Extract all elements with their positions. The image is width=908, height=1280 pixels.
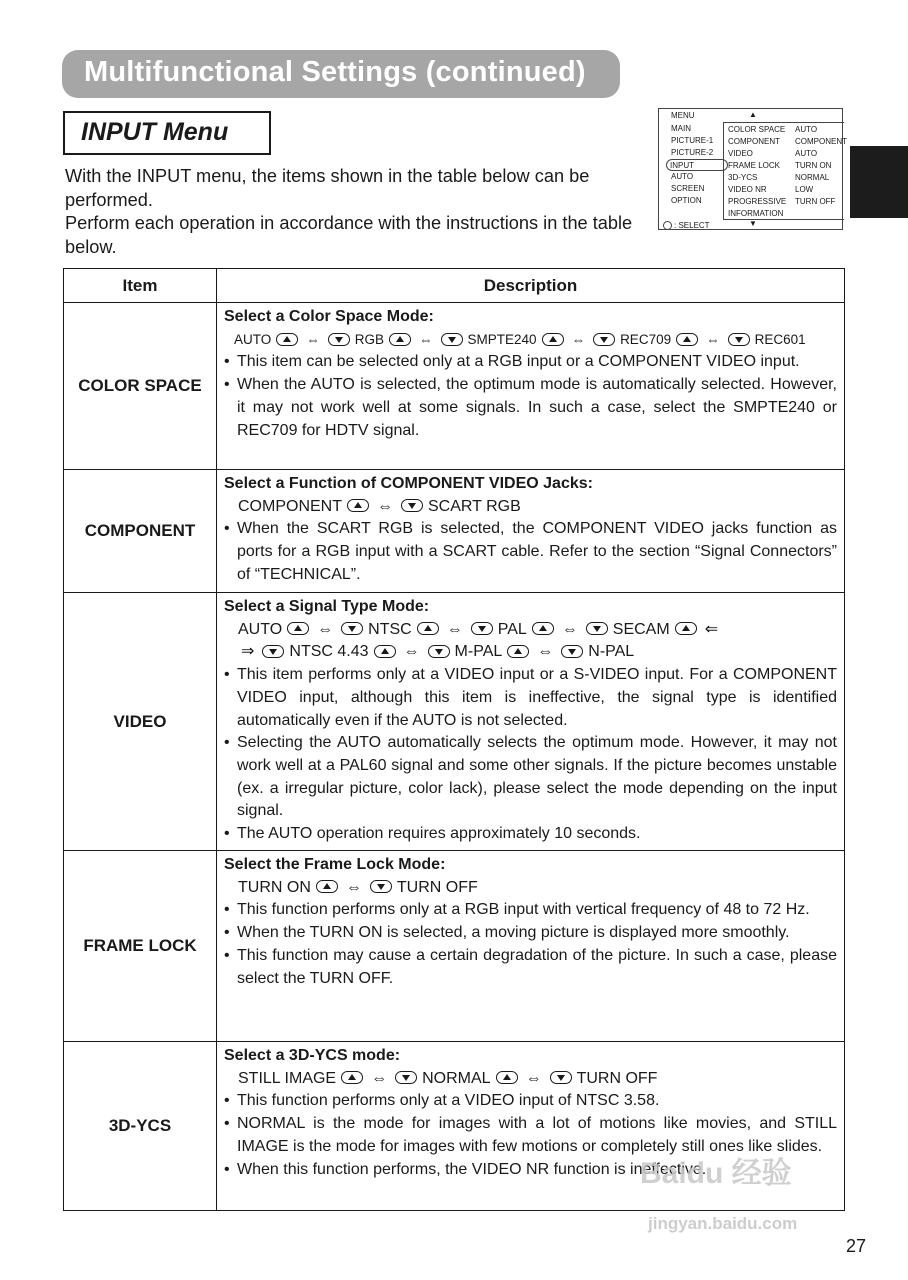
up-button-icon <box>374 645 396 658</box>
osd-submenu-panel <box>723 122 847 220</box>
option-sequence <box>224 1068 837 1091</box>
bullet-note: • Selecting the AUTO automatically selects the optimum mode. However, it may not work well at a PAL60 signal and some other signals. If the picture becomes unstable (ex. a irregular picture, color lack), please select the mode depending on the input signal. <box>224 732 837 823</box>
swap-arrow-icon: ⇔ <box>446 620 463 638</box>
osd-submenu-items <box>728 124 786 220</box>
swap-arrow-icon: ⇔ <box>571 331 586 347</box>
up-button-icon <box>496 1071 518 1084</box>
down-button-icon <box>550 1071 572 1084</box>
option-label: PAL <box>497 620 527 638</box>
row-item-label: FRAME LOCK <box>64 851 217 1042</box>
option-label: TURN OFF <box>576 1069 658 1087</box>
osd-submenu-values <box>795 124 847 208</box>
option-sequence <box>224 641 837 664</box>
bullet-note: • When the SCART RGB is selected, the COMPONENT VIDEO jacks function as ports for a RGB input with a SCART cable. Refer to the section “Signal Connectors” of “TECHNICAL”. <box>224 518 837 586</box>
osd-menu-item: MAIN <box>671 124 691 133</box>
intro-text <box>65 165 645 259</box>
option-label: NORMAL <box>422 1069 491 1087</box>
swap-arrow-icon: ⇔ <box>706 331 720 347</box>
option-sequence <box>224 877 837 900</box>
option-label: N-PAL <box>588 643 635 661</box>
option-label: TURN OFF <box>396 878 478 896</box>
option-label: AUTO <box>234 331 272 347</box>
option-label: AUTO <box>238 620 283 638</box>
bullet-note: • NORMAL is the mode for images with a lot of motions like movies, and STILL IMAGE is the mode for images with few motions or completely still ones like slides. <box>224 1113 837 1158</box>
swap-arrow-icon: ⇔ <box>377 497 393 515</box>
down-button-icon <box>395 1071 417 1084</box>
osd-down-arrow-icon: ▼ <box>749 219 757 228</box>
row-description <box>217 470 845 593</box>
row-item-label: COMPONENT <box>64 470 217 593</box>
osd-submenu-item: 3D-YCS <box>728 173 758 182</box>
down-button-icon <box>401 499 423 512</box>
up-button-icon <box>287 622 309 635</box>
row-description <box>217 851 845 1042</box>
up-button-icon <box>276 333 298 346</box>
option-label: TURN ON <box>238 878 311 896</box>
bullet-note: • The AUTO operation requires approximately 10 seconds. <box>224 823 837 846</box>
osd-submenu-value: LOW <box>795 185 814 194</box>
bullet-note: • This item performs only at a VIDEO input or a S-VIDEO input. For a COMPONENT VIDEO input, although this item is ineffective, the signal type is identified automatically even if the AUTO is not selected. <box>224 664 837 732</box>
swap-arrow-icon: ⇔ <box>306 331 320 347</box>
option-sequence <box>224 619 837 642</box>
swap-arrow-icon: ⇔ <box>371 1069 388 1087</box>
row-description-title: Select a Signal Type Mode: <box>224 598 430 615</box>
row-description <box>217 593 845 851</box>
down-button-icon <box>561 645 583 658</box>
osd-select-label: : SELECT <box>674 221 710 230</box>
row-item-label: VIDEO <box>64 593 217 851</box>
osd-submenu-value: COMPONENT <box>795 137 847 146</box>
option-label: M-PAL <box>454 643 503 661</box>
option-sequence <box>224 496 837 519</box>
up-button-icon <box>676 333 698 346</box>
table-row <box>64 593 845 851</box>
osd-select-hint <box>663 220 710 232</box>
right-arrow-icon: ⇒ <box>241 643 255 661</box>
row-description <box>217 303 845 470</box>
select-button-icon <box>663 221 672 230</box>
option-label: SMPTE240 <box>467 331 537 347</box>
section-title: INPUT Menu <box>81 118 229 146</box>
osd-up-arrow-icon: ▲ <box>749 110 757 119</box>
osd-menu-item: PICTURE-1 <box>671 136 714 145</box>
osd-main-menu-list <box>671 123 728 207</box>
column-header-item: Item <box>64 269 217 303</box>
up-button-icon <box>532 622 554 635</box>
page-number: 27 <box>846 1236 867 1256</box>
option-label: REC709 <box>620 331 672 347</box>
swap-arrow-icon: ⇔ <box>345 878 362 896</box>
up-button-icon <box>347 499 369 512</box>
up-button-icon <box>417 622 439 635</box>
osd-menu-item-selected: INPUT <box>666 159 728 171</box>
option-label: STILL IMAGE <box>238 1069 337 1087</box>
down-button-icon <box>262 645 284 658</box>
option-label: NTSC <box>368 620 412 638</box>
up-button-icon <box>507 645 529 658</box>
up-button-icon <box>542 333 564 346</box>
osd-menu-item: OPTION <box>671 196 702 205</box>
section-title-box <box>63 111 271 155</box>
swap-arrow-icon: ⇔ <box>561 620 578 638</box>
up-button-icon <box>316 880 338 893</box>
option-label: COMPONENT <box>238 497 342 515</box>
chapter-tab <box>850 146 908 218</box>
row-description-title: Select a 3D-YCS mode: <box>224 1047 401 1064</box>
osd-menu-item: AUTO <box>671 172 694 181</box>
osd-submenu-value: AUTO <box>795 149 818 158</box>
up-button-icon <box>675 622 697 635</box>
watermark-logo: Baidu 经验 <box>640 1157 792 1190</box>
down-button-icon <box>593 333 615 346</box>
bullet-note: • This item can be selected only at a RGB input or a COMPONENT VIDEO input. <box>224 351 837 374</box>
osd-submenu-item: INFORMATION <box>728 209 784 218</box>
down-button-icon <box>441 333 463 346</box>
page-title-banner <box>62 50 620 98</box>
osd-menu-illustration <box>658 108 847 230</box>
row-item-label: 3D-YCS <box>64 1042 217 1211</box>
bullet-note: • When this function performs, the VIDEO NR function is ineffective. <box>224 1159 837 1182</box>
down-button-icon <box>586 622 608 635</box>
row-description-title: Select a Color Space Mode: <box>224 308 434 325</box>
up-button-icon <box>389 333 411 346</box>
bullet-note: • This function performs only at a VIDEO input of NTSC 3.58. <box>224 1090 837 1113</box>
watermark-url: jingyan.baidu.com <box>648 1214 798 1233</box>
osd-submenu-value: AUTO <box>795 125 818 134</box>
down-button-icon <box>370 880 392 893</box>
table-row <box>64 303 845 470</box>
osd-submenu-item: PROGRESSIVE <box>728 197 787 206</box>
down-button-icon <box>341 622 363 635</box>
table-row <box>64 470 845 593</box>
swap-arrow-icon: ⇔ <box>419 331 433 347</box>
option-label: SCART RGB <box>428 497 521 515</box>
osd-submenu-value: TURN OFF <box>795 197 836 206</box>
down-button-icon <box>428 645 450 658</box>
osd-submenu-item: VIDEO <box>728 149 753 158</box>
osd-submenu-item: FRAME LOCK <box>728 161 781 170</box>
intro-line-1: With the INPUT menu, the items shown in the table below can be performed. <box>65 166 590 210</box>
bullet-note: • This function may cause a certain degradation of the picture. In such a case, please select the TURN OFF. <box>224 945 837 990</box>
input-menu-table <box>63 268 845 1211</box>
swap-arrow-icon: ⇔ <box>525 1069 542 1087</box>
option-label: NTSC 4.43 <box>289 643 369 661</box>
option-label: RGB <box>354 331 385 347</box>
osd-submenu-value: NORMAL <box>795 173 830 182</box>
intro-line-2: Perform each operation in accordance with the instructions in the table below. <box>65 213 633 257</box>
row-item-label: COLOR SPACE <box>64 303 217 470</box>
osd-submenu-value: TURN ON <box>795 161 832 170</box>
bullet-note: • When the AUTO is selected, the optimum mode is automatically selected. However, it may not work well at some signals. In such a case, select the SMPTE240 or REC709 for HDTV signal. <box>224 374 837 442</box>
up-button-icon <box>341 1071 363 1084</box>
option-label: REC601 <box>754 331 806 347</box>
column-header-description: Description <box>217 269 845 303</box>
table-row <box>64 851 845 1042</box>
swap-arrow-icon: ⇔ <box>317 620 334 638</box>
bullet-note: • This function performs only at a RGB input with vertical frequency of 48 to 72 Hz. <box>224 899 837 922</box>
table-header-row <box>64 269 845 303</box>
swap-arrow-icon: ⇔ <box>537 643 554 661</box>
option-sequence <box>224 329 837 352</box>
down-button-icon <box>328 333 350 346</box>
swap-arrow-icon: ⇔ <box>403 643 420 661</box>
down-button-icon <box>471 622 493 635</box>
osd-submenu-item: VIDEO NR <box>728 185 767 194</box>
option-label: SECAM <box>612 620 670 638</box>
osd-menu-label: MENU <box>671 111 695 120</box>
bullet-note: • When the TURN ON is selected, a moving picture is displayed more smoothly. <box>224 922 837 945</box>
down-button-icon <box>728 333 750 346</box>
left-arrow-icon: ⇐ <box>704 620 719 638</box>
osd-submenu-item: COLOR SPACE <box>728 125 786 134</box>
row-description-title: Select the Frame Lock Mode: <box>224 856 446 873</box>
osd-menu-item: SCREEN <box>671 184 705 193</box>
osd-menu-item: PICTURE-2 <box>671 148 714 157</box>
page-title: Multifunctional Settings (continued) <box>84 56 586 88</box>
row-description-title: Select a Function of COMPONENT VIDEO Jacks: <box>224 475 593 492</box>
osd-submenu-item: COMPONENT <box>728 137 780 146</box>
